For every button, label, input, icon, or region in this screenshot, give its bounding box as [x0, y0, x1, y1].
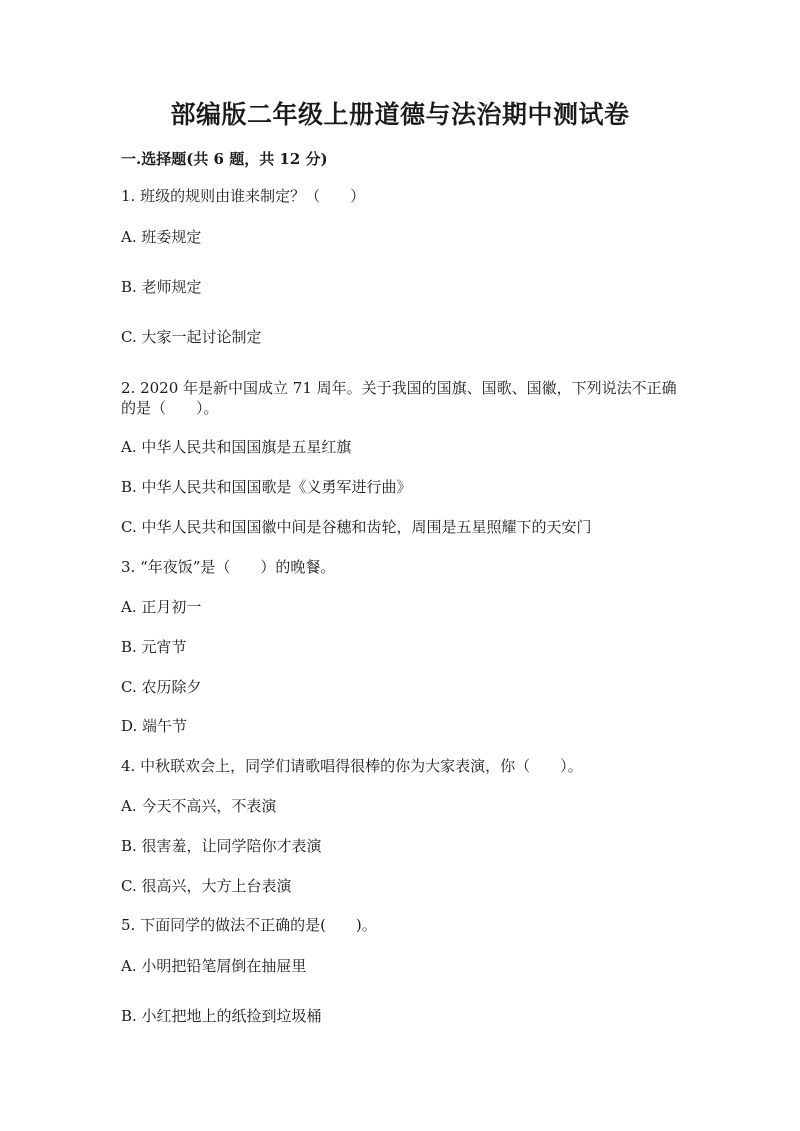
question-3-option-b: B. 元宵节: [121, 638, 187, 656]
question-5-option-b: B. 小红把地上的纸捡到垃圾桶: [121, 1007, 322, 1025]
question-4-option-a: A. 今天不高兴，不表演: [121, 797, 277, 815]
page-title: 部编版二年级上册道德与法治期中测试卷: [170, 100, 630, 129]
question-1-stem: 1. 班级的规则由谁来制定？（ ）: [121, 187, 366, 205]
question-3-option-d: D. 端午节: [121, 717, 188, 735]
question-4-option-c: C. 很高兴，大方上台表演: [121, 877, 292, 895]
question-3-stem: 3. “年夜饭”是（ ）的晚餐。: [121, 558, 336, 576]
question-3-option-a: A. 正月初一: [121, 598, 202, 616]
question-1-option-c: C. 大家一起讨论制定: [121, 328, 262, 346]
question-1-option-a: A. 班委规定: [121, 228, 202, 246]
section-heading: 一.选择题(共 6 题，共 12 分): [121, 150, 328, 168]
question-1-option-b: B. 老师规定: [121, 278, 202, 296]
question-2-stem: 2. 2020 年是新中国成立 71 周年。关于我国的国旗、国歌、国徽，下列说法不正确的是（ ）。: [121, 379, 677, 417]
question-2-option-a: A. 中华人民共和国国旗是五星红旗: [121, 438, 352, 456]
question-4-option-b: B. 很害羞，让同学陪你才表演: [121, 837, 322, 855]
question-3-option-c: C. 农历除夕: [121, 678, 202, 696]
question-2-option-c: C. 中华人民共和国国徽中间是谷穗和齿轮，周围是五星照耀下的天安门: [121, 518, 592, 536]
question-4-stem: 4. 中秋联欢会上，同学们请歌唱得很棒的你为大家表演，你（ ）。: [121, 757, 583, 775]
question-5-stem: 5. 下面同学的做法不正确的是( )。: [121, 916, 377, 934]
question-5-option-a: A. 小明把铅笔屑倒在抽屉里: [121, 957, 307, 975]
question-2-option-b: B. 中华人民共和国国歌是《义勇军进行曲》: [121, 478, 412, 496]
